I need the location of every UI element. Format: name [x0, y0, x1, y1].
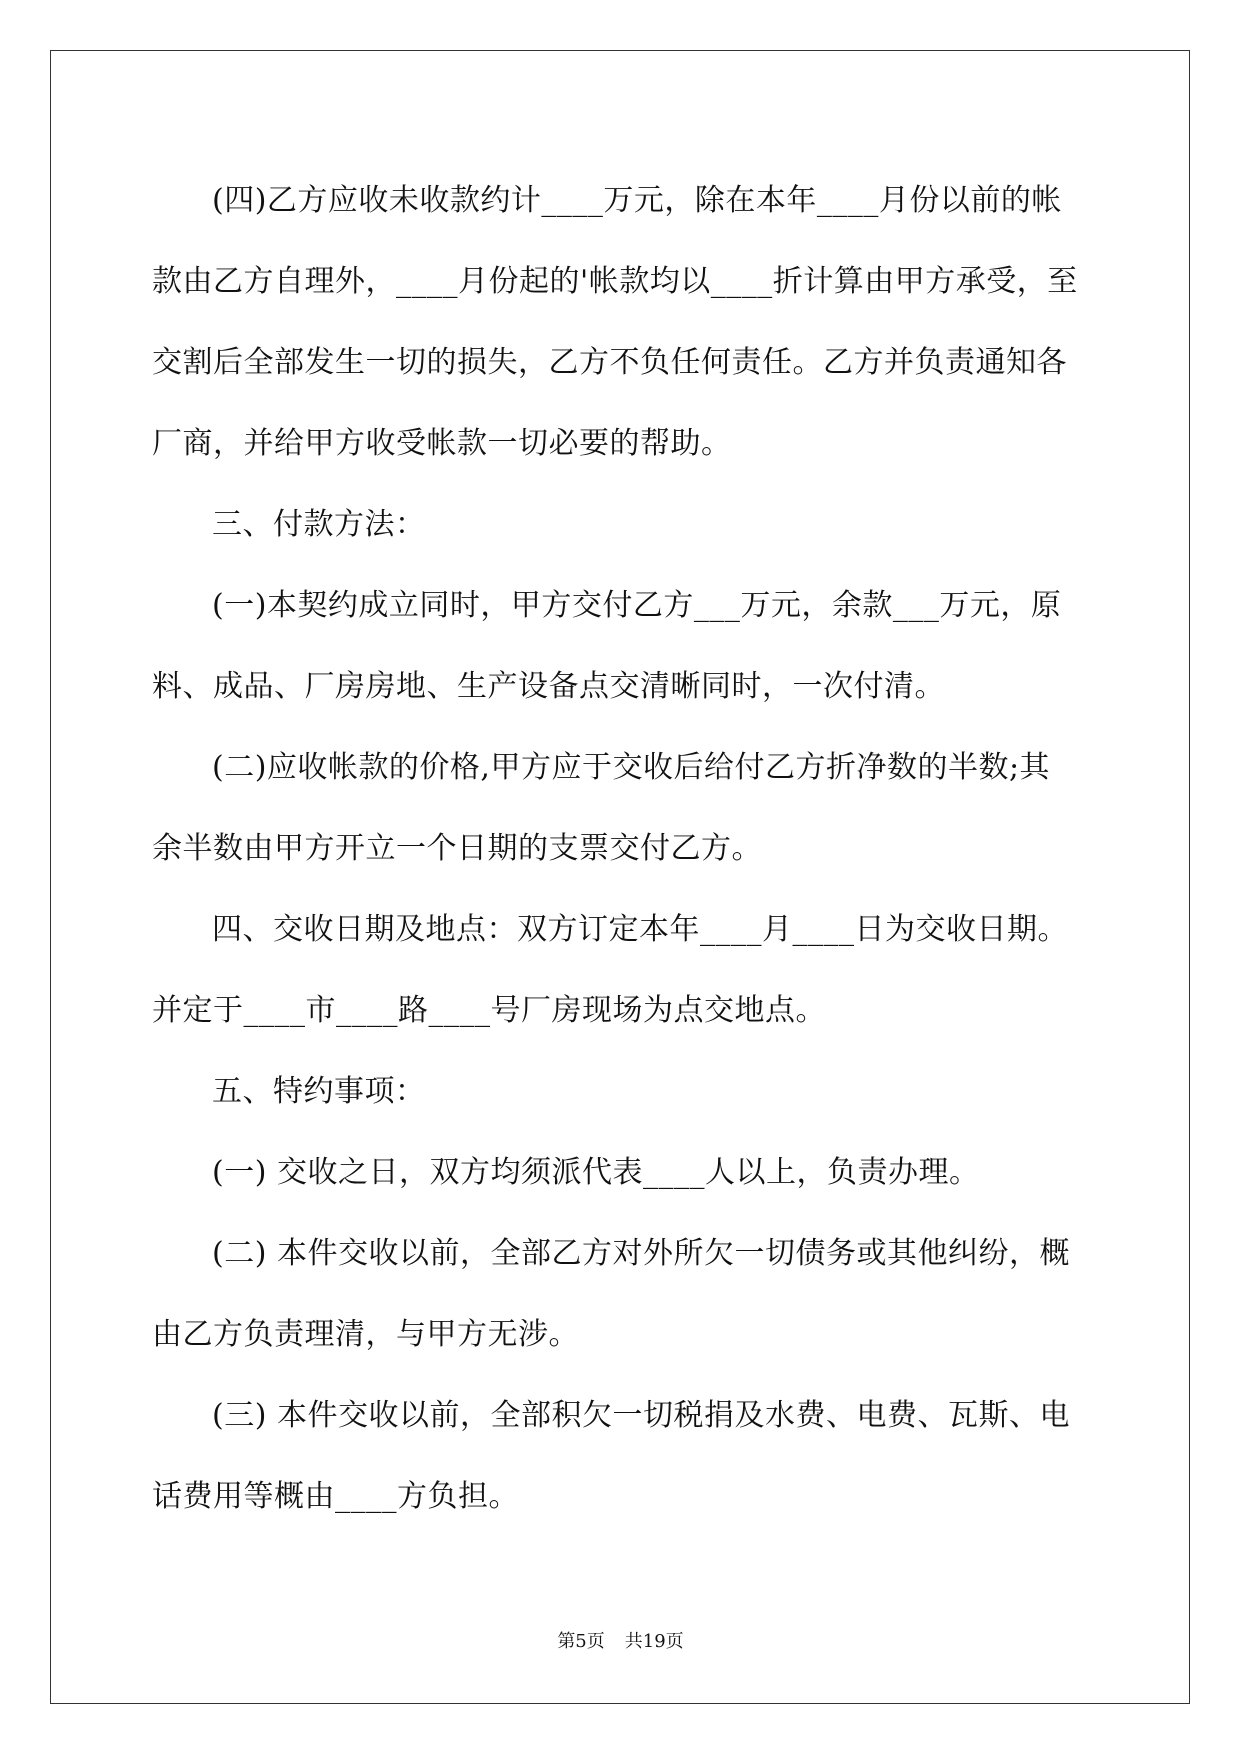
text-line: 款由乙方自理外，____月份起的'帐款均以____折计算由甲方承受，至 — [152, 264, 1078, 299]
page-total: 共19页 — [624, 1631, 684, 1652]
section-heading-special-terms — [152, 1051, 1092, 1132]
paragraph-special-3 — [152, 1375, 1092, 1537]
paragraph-special-2 — [152, 1213, 1092, 1375]
page-footer — [0, 1630, 1241, 1654]
paragraph-receivables — [152, 160, 1092, 484]
text-line: 厂商，并给甲方收受帐款一切必要的帮助。 — [152, 426, 732, 461]
paragraph-payment-2 — [152, 727, 1092, 889]
section-heading-payment — [152, 484, 1092, 565]
text-line: (四)乙方应收未收款约计____万元，除在本年____月份以前的帐 — [212, 183, 1062, 218]
text-line: 并定于____市____路____号厂房现场为点交地点。 — [152, 993, 826, 1028]
text-line: (三) 本件交收以前，全部积欠一切税捐及水费、电费、瓦斯、电 — [212, 1398, 1070, 1433]
text-line: 五、特约事项： — [212, 1074, 426, 1109]
text-line: (一)本契约成立同时，甲方交付乙方___万元，余款___万元，原 — [212, 588, 1062, 623]
text-line: 交割后全部发生一切的损失，乙方不负任何责任。乙方并负责通知各 — [152, 345, 1067, 380]
text-line: (二) 本件交收以前，全部乙方对外所欠一切债务或其他纠纷，概 — [212, 1236, 1070, 1271]
text-line: 由乙方负责理清，与甲方无涉。 — [152, 1317, 579, 1352]
page-number: 第5页 — [557, 1631, 605, 1652]
text-line: 三、付款方法： — [212, 507, 426, 542]
text-line: (一) 交收之日，双方均须派代表____人以上，负责办理。 — [212, 1155, 980, 1190]
text-line: 余半数由甲方开立一个日期的支票交付乙方。 — [152, 831, 762, 866]
paragraph-special-1 — [152, 1132, 1092, 1213]
paragraph-delivery — [152, 889, 1092, 1051]
text-line: 话费用等概由____方负担。 — [152, 1479, 519, 1514]
text-line: 四、交收日期及地点：双方订定本年____月____日为交收日期。 — [212, 912, 1068, 947]
text-line: 料、成品、厂房房地、生产设备点交清晰同时，一次付清。 — [152, 669, 945, 704]
paragraph-payment-1 — [152, 565, 1092, 727]
document-body — [152, 160, 1092, 1537]
text-line: (二)应收帐款的价格,甲方应于交收后给付乙方折净数的半数;其 — [212, 750, 1051, 785]
